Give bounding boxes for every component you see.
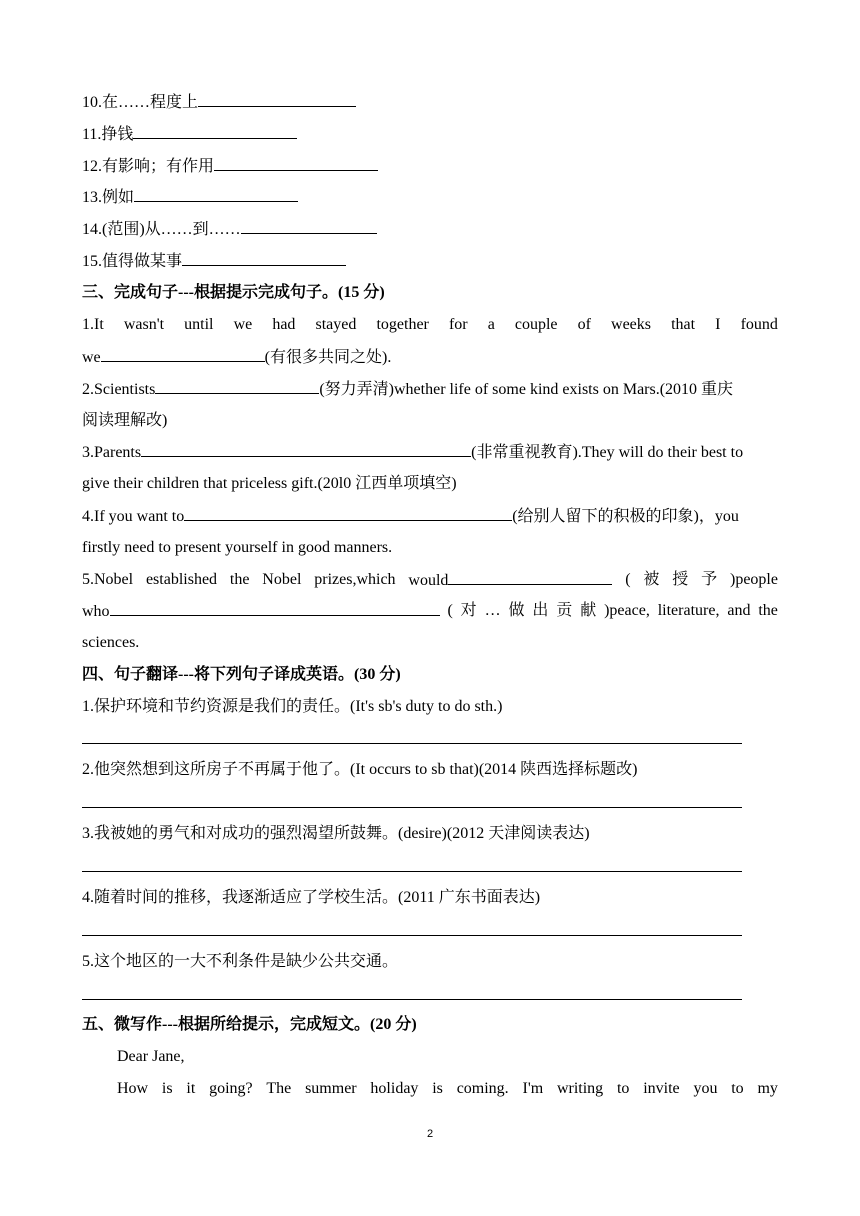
question-4-line-2: firstly need to present yourself in good manners.	[82, 539, 393, 556]
answer-line[interactable]	[82, 871, 742, 872]
phrase-item: 14.(范围)从……到……	[82, 218, 377, 241]
question-5-line-1: 5.Nobel established the Nobel prizes,which would ( 被 授 予 )people	[82, 571, 778, 589]
question-1-line-2: we (有很多共同之处).	[82, 346, 391, 369]
blank-line[interactable]	[182, 250, 346, 266]
section-title: 三、完成句子---根据提示完成句子。(15 分)	[82, 284, 385, 301]
blank-line[interactable]	[134, 186, 298, 202]
question-4-line-1: 4.If you want to (给别人留下的积极的印象)，you	[82, 505, 739, 528]
blank-line[interactable]	[133, 123, 297, 139]
question-2-line-1: 2.Scientists (努力弄清)whether life of some kind exists on Mars.(2010 重庆	[82, 378, 733, 401]
question-3-line-1: 3.Parents (非常重视教育).They will do their best to	[82, 441, 743, 464]
section-title: 五、微写作---根据所给提示，完成短文。(20 分)	[82, 1016, 417, 1033]
answer-line[interactable]	[82, 743, 742, 744]
translation-item: 2.他突然想到这所房子不再属于他了。(It occurs to sb that)(2014 陕西选择标题改)	[82, 761, 638, 778]
answer-line[interactable]	[82, 807, 742, 808]
blank-line[interactable]	[214, 155, 378, 171]
section-title: 四、句子翻译---将下列句子译成英语。(30 分)	[82, 666, 401, 683]
page-number: 2	[426, 1128, 434, 1140]
question-1-line-1: 1.It wasn't until we had stayed together for a couple of weeks that I found	[82, 316, 778, 333]
answer-line[interactable]	[82, 999, 742, 1000]
blank-line[interactable]	[110, 600, 440, 616]
question-5-line-2: who ( 对 … 做 出 贡 献 )peace, literature, and the	[82, 602, 778, 620]
translation-item: 5.这个地区的一大不利条件是缺少公共交通。	[82, 953, 399, 970]
translation-item: 1.保护环境和节约资源是我们的责任。(It's sb's duty to do sth.)	[82, 698, 503, 715]
question-3-line-2: give their children that priceless gift.(20l0 江西单项填空)	[82, 475, 457, 492]
blank-line[interactable]	[241, 218, 377, 234]
question-5-line-3: sciences.	[82, 634, 140, 651]
translation-item: 4.随着时间的推移，我逐渐适应了学校生活。(2011 广东书面表达)	[82, 889, 541, 906]
blank-line[interactable]	[141, 441, 471, 457]
answer-line[interactable]	[82, 935, 742, 936]
phrase-item: 12.有影响；有作用	[82, 155, 378, 178]
phrase-item: 10.在……程度上	[82, 91, 356, 114]
blank-line[interactable]	[101, 346, 265, 362]
blank-line[interactable]	[155, 378, 319, 394]
letter-greeting: Dear Jane,	[117, 1048, 185, 1065]
translation-item: 3.我被她的勇气和对成功的强烈渴望所鼓舞。(desire)(2012 天津阅读表达)	[82, 825, 590, 842]
blank-line[interactable]	[448, 569, 612, 585]
phrase-item: 15.值得做某事	[82, 250, 346, 273]
phrase-item: 13.例如	[82, 186, 298, 209]
question-2-line-2: 阅读理解改)	[82, 412, 168, 429]
letter-body-line: How is it going? The summer holiday is coming. I'm writing to invite you to my	[117, 1080, 778, 1097]
blank-line[interactable]	[184, 505, 512, 521]
phrase-item: 11.挣钱	[82, 123, 297, 146]
blank-line[interactable]	[198, 91, 356, 107]
